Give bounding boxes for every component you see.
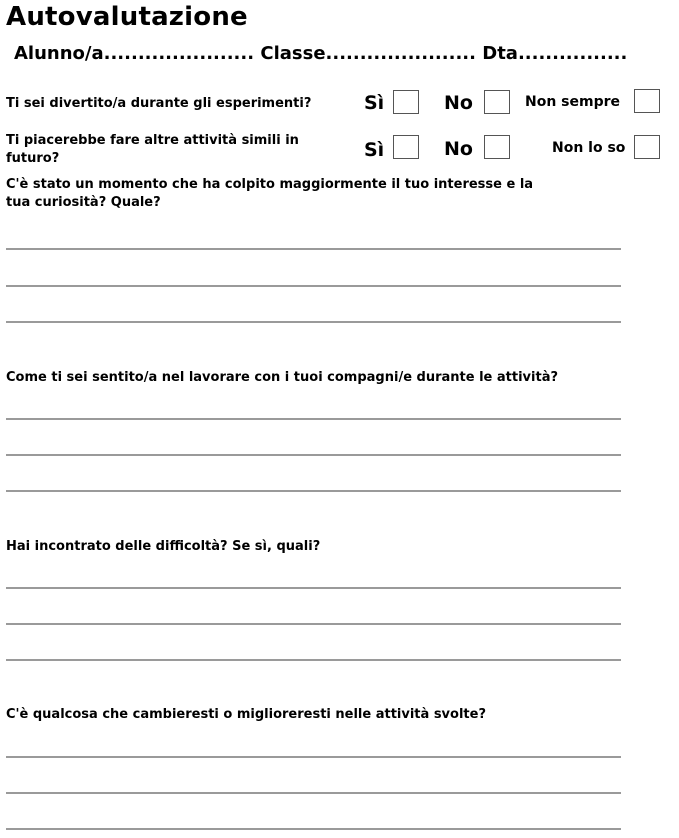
- q1-si-label: Sì: [364, 92, 385, 114]
- student-name-field[interactable]: Alunno/a......................: [14, 43, 255, 64]
- answer-line[interactable]: [6, 248, 621, 250]
- q2-no-label: No: [444, 138, 473, 160]
- q2-si-label: Sì: [364, 139, 385, 161]
- q2-si-checkbox[interactable]: [393, 135, 419, 159]
- question-3-text: [6, 176, 533, 212]
- answer-line[interactable]: [6, 623, 621, 625]
- answer-line[interactable]: [6, 454, 621, 456]
- answer-line[interactable]: [6, 321, 621, 323]
- answer-line[interactable]: [6, 418, 621, 420]
- answer-line[interactable]: [6, 490, 621, 492]
- question-2-line-2: futuro?: [6, 151, 60, 166]
- q1-non-sempre-label: Non sempre: [525, 94, 621, 110]
- question-4-text: Come ti sei sentito/a nel lavorare con i tuoi compagni/e durante le attività?: [6, 370, 559, 385]
- answer-line[interactable]: [6, 659, 621, 661]
- answer-line[interactable]: [6, 828, 621, 830]
- q2-non-lo-so-label: Non lo so: [552, 140, 626, 156]
- q2-no-checkbox[interactable]: [484, 135, 510, 159]
- question-2-text: [6, 132, 299, 168]
- answer-line[interactable]: [6, 756, 621, 758]
- date-field[interactable]: Dta................: [482, 43, 628, 64]
- question-3-line-1: C'è stato un momento che ha colpito maggiormente il tuo interesse e la: [6, 177, 534, 192]
- answer-line[interactable]: [6, 792, 621, 794]
- q1-non-sempre-checkbox[interactable]: [634, 89, 660, 113]
- question-3-line-2: tua curiosità? Quale?: [6, 195, 161, 210]
- question-6-text: C'è qualcosa che cambieresti o miglioreresti nelle attività svolte?: [6, 707, 486, 722]
- q1-no-label: No: [444, 92, 473, 114]
- q2-non-lo-so-checkbox[interactable]: [634, 135, 660, 159]
- class-field[interactable]: Classe......................: [260, 43, 476, 64]
- question-5-text: Hai incontrato delle difficoltà? Se sì, quali?: [6, 539, 321, 554]
- page-title: Autovalutazione: [6, 2, 248, 32]
- question-1-text: Ti sei divertito/a durante gli esperimenti?: [6, 96, 312, 111]
- answer-line[interactable]: [6, 587, 621, 589]
- question-2-line-1: Ti piacerebbe fare altre attività simili in: [6, 133, 299, 148]
- answer-line[interactable]: [6, 285, 621, 287]
- q1-si-checkbox[interactable]: [393, 90, 419, 114]
- header-fields: [14, 43, 627, 64]
- q1-no-checkbox[interactable]: [484, 90, 510, 114]
